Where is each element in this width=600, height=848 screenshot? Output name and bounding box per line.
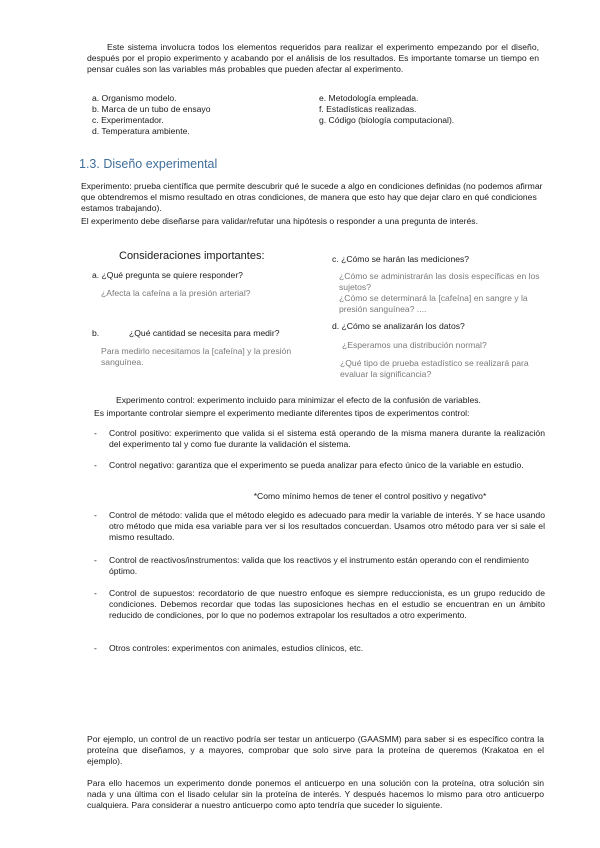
list-item: c. Experimentador. <box>92 115 164 125</box>
consideration-a-question: a. ¿Qué pregunta se quiere responder? <box>92 270 243 280</box>
control-definition: Experimento control: experimento incluido para minimizar el efecto de la confusión de variables. <box>116 395 481 405</box>
example-paragraph-2: Para ello hacemos un experimento donde ponemos el anticuerpo en una solución con la proteína, otra solución sin nada y una última con el lisado celular sin la proteína de interés. Y después hacemos lo mismo para otro anticuerpo cualquiera. Para considerar a nuestro anticuerpo como apto tendría que suceder lo siguiente. <box>87 778 544 810</box>
bullet-dash: - <box>94 643 97 653</box>
variables-list-right <box>319 93 549 126</box>
considerations-title: Consideraciones importantes: <box>119 250 265 262</box>
consideration-d-example-1: ¿Esperamos una distribución normal? <box>342 340 487 350</box>
variables-list-left <box>92 93 312 137</box>
control-others: Otros controles: experimentos con animales, estudios clínicos, etc. <box>109 643 364 653</box>
bullet-dash: - <box>94 460 97 470</box>
control-importance: Es importante controlar siempre el experimento mediante diferentes tipos de experimentos control: <box>94 408 470 418</box>
section-heading: 1.3. Diseño experimental <box>79 157 218 171</box>
control-method: Control de método: valida que el método elegido es adecuado para medir la variable de interés. Y se hace usando otro método que mida esa variable para ver si los resultados concuerdan. Usamos otro método para ver si sale el mismo resultado. <box>109 510 545 542</box>
consideration-b-letter: b. <box>92 328 100 338</box>
consideration-c-example-1: ¿Cómo se administrarán las dosis específicas en los sujetos? <box>339 271 540 292</box>
control-assumptions: Control de supuestos: recordatorio de que nuestro enfoque es siempre reduccionista, es un grupo reducido de condiciones. Debemos recordar que todas las suposiciones hechas en el estudio se encuentran en un ámbito reducido de condiciones, por lo que no podemos extrapolar los resultados a otro experimento. <box>109 588 545 620</box>
list-item: f. Estadísticas realizadas. <box>319 104 417 114</box>
control-reagents: Control de reactivos/instrumentos: valida que los reactivos y el instrumento están operando con el rendimiento óptimo. <box>109 555 529 576</box>
list-item: d. Temperatura ambiente. <box>92 126 190 136</box>
list-item: a. Organismo modelo. <box>92 93 177 103</box>
experiment-definition: Experimento: prueba científica que permite descubrir qué le sucede a algo en condiciones definidas (no podemos afirmar que obtendremos el mismo resultado en otras condiciones, de manera que esto hay que dejar claro en qué condiciones estamos trabajando). <box>81 181 543 213</box>
control-negative: Control negativo: garantiza que el experimento se pueda analizar para efecto único de la variable en estudio. <box>109 460 524 470</box>
experiment-purpose: El experimento debe diseñarse para validar/refutar una hipótesis o responder a una pregunta de interés. <box>81 216 478 226</box>
consideration-b-question: ¿Qué cantidad se necesita para medir? <box>129 328 280 338</box>
list-item: b. Marca de un tubo de ensayo <box>92 104 211 114</box>
bullet-dash: - <box>94 588 97 598</box>
bullet-dash: - <box>94 555 97 565</box>
intro-paragraph: Este sistema involucra todos los elementos requeridos para realizar el experimento empezando por el diseño, después por el propio experimento y acabando por el análisis de los resultados. Es importante tomarse un tiempo en pensar cuáles son las variables más probables que pueden afectar al experimento. <box>87 42 539 74</box>
bullet-dash: - <box>94 428 97 438</box>
list-item: e. Metodología empleada. <box>319 93 419 103</box>
control-note: *Como mínimo hemos de tener el control positivo y negativo* <box>253 491 487 501</box>
list-item: g. Código (biología computacional). <box>319 115 455 125</box>
consideration-b-example: Para medirlo necesitamos la [cafeína] y la presión sanguínea. <box>101 346 292 367</box>
example-paragraph-1: Por ejemplo, un control de un reactivo podría ser testar un anticuerpo (GAASMM) para saber si es específico contra la proteína que diseñamos, y a mayores, comprobar que solo sirve para la proteína de queremos (Krakatoa en el ejemplo). <box>87 734 544 766</box>
bullet-dash: - <box>94 510 97 520</box>
control-positive: Control positivo: experimento que valida si el sistema está operando de la misma manera durante la realización del experimento tal y como fue durante la validación el sistema. <box>109 428 545 449</box>
consideration-d-example-2: ¿Qué tipo de prueba estadístico se realizará para evaluar la significancia? <box>340 358 529 379</box>
consideration-c-example-2: ¿Cómo se determinará la [cafeína] en sangre y la presión sanguínea? .... <box>339 293 528 314</box>
consideration-a-example: ¿Afecta la cafeína a la presión arterial? <box>101 288 251 298</box>
consideration-c-question: c. ¿Cómo se harán las mediciones? <box>332 254 470 264</box>
consideration-d-question: d. ¿Cómo se analizarán los datos? <box>332 321 465 331</box>
